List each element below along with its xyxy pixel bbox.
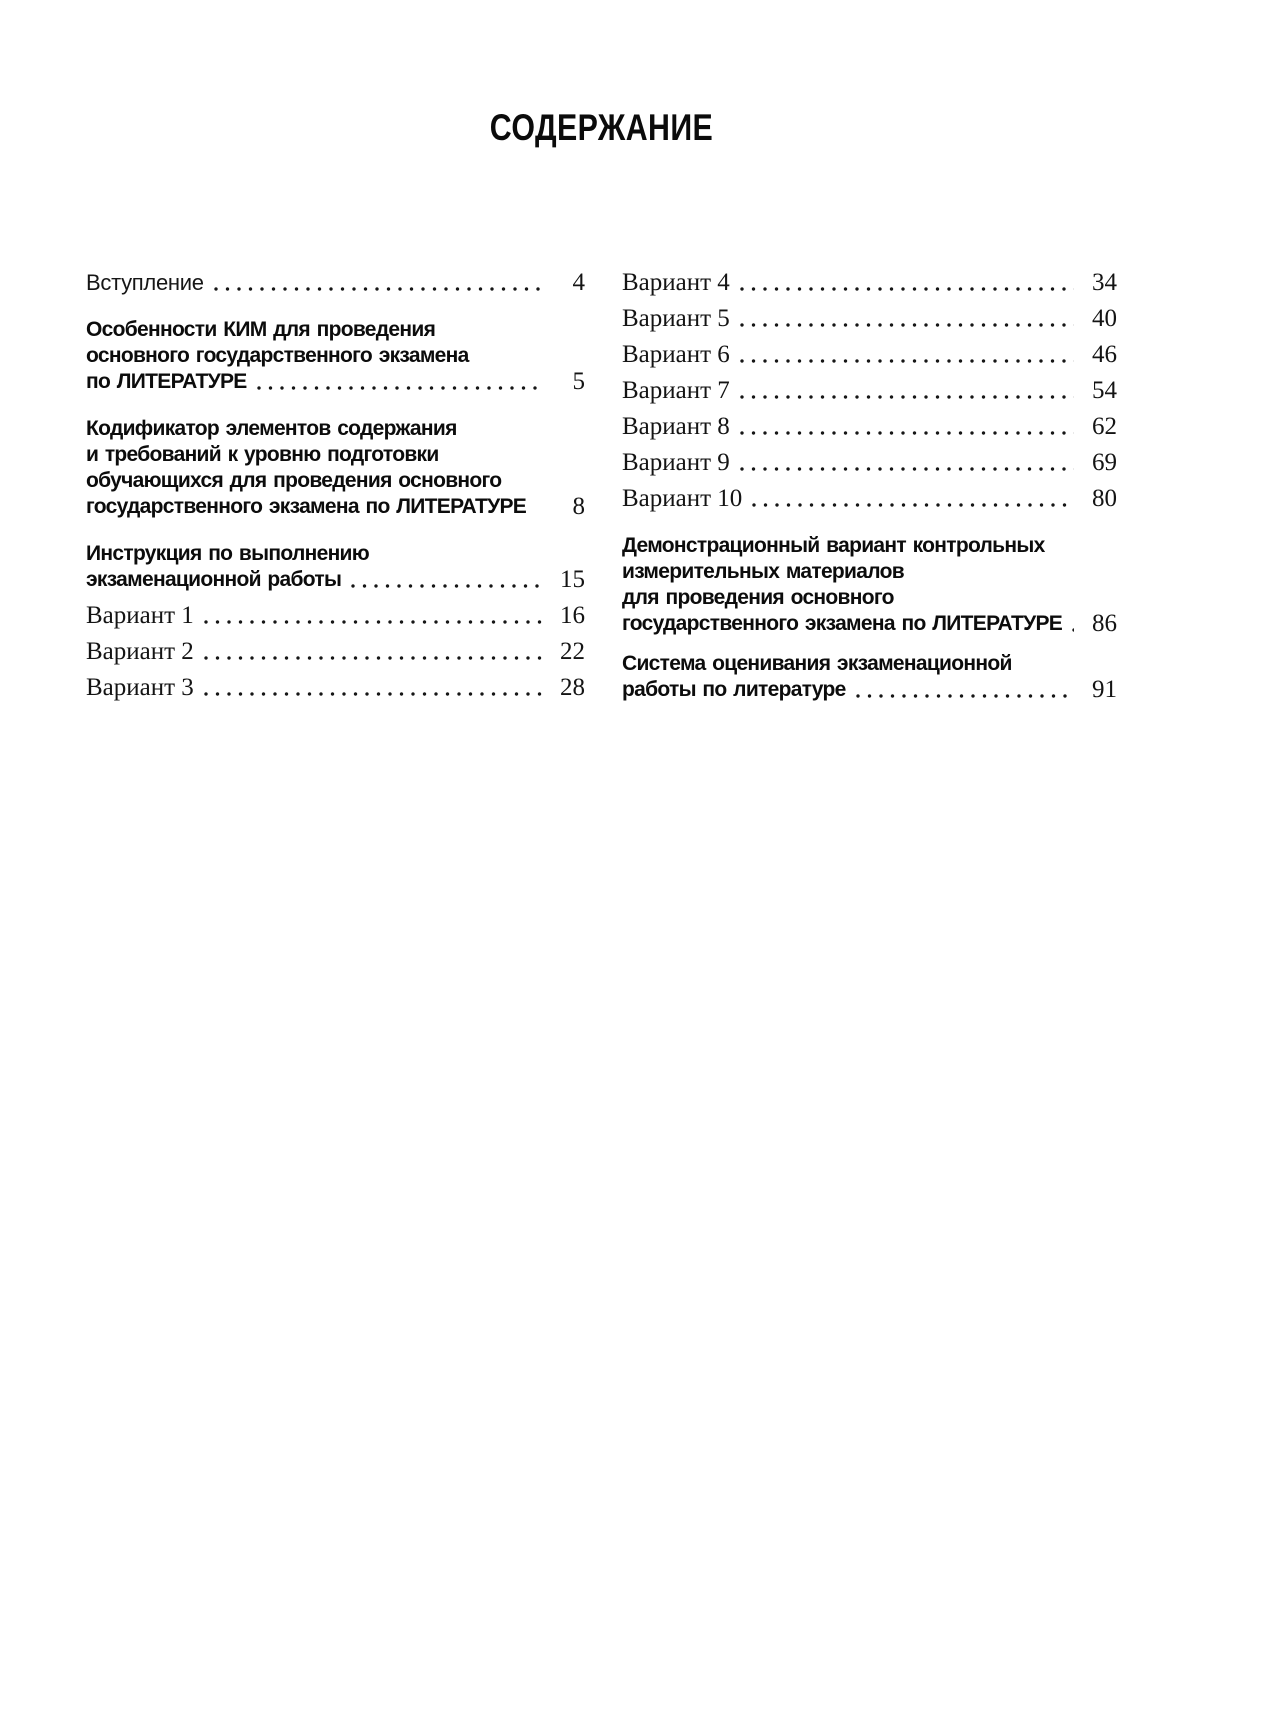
- toc-item-label: Демонстрационный вариант контрольных: [622, 534, 1045, 557]
- toc-item-label: основного государственного экзамена: [86, 344, 469, 367]
- toc-item-label: Вариант 4: [622, 269, 730, 296]
- toc-item-label: для проведения основного: [622, 586, 894, 609]
- dot-leader: [1072, 628, 1074, 632]
- page-number: 54: [1092, 377, 1117, 404]
- toc-entry: [622, 378, 1117, 404]
- toc-item-label: Вариант 9: [622, 449, 730, 476]
- toc-entry: [86, 270, 585, 296]
- dot-leader: [856, 694, 1074, 698]
- page-title: СОДЕРЖАНИЕ: [489, 107, 714, 148]
- toc-entry: [622, 342, 1117, 368]
- toc-item-label: Вариант 3: [86, 674, 194, 701]
- dot-leader: [740, 323, 1074, 327]
- dot-leader: [257, 386, 542, 390]
- dot-leader: [204, 656, 542, 660]
- toc-item-label: Вариант 5: [622, 305, 730, 332]
- page-number: 8: [572, 493, 585, 520]
- dot-leader: [752, 503, 1074, 507]
- dot-leader: [204, 620, 542, 624]
- toc-item-label: государственного экзамена по ЛИТЕРАТУРЕ: [86, 495, 527, 518]
- toc-entry: [622, 450, 1117, 476]
- toc-item-label: обучающихся для проведения основного: [86, 469, 502, 492]
- page-number: 40: [1092, 305, 1117, 332]
- dot-leader: [740, 287, 1074, 291]
- toc-right-column: [622, 270, 1117, 703]
- toc-entry: [86, 317, 585, 395]
- toc-entry: [622, 651, 1117, 703]
- toc-item-label: Кодификатор элементов содержания: [86, 417, 457, 440]
- page-number: 46: [1092, 341, 1117, 368]
- page-number: 69: [1092, 449, 1117, 476]
- toc-item-label: Инструкция по выполнению: [86, 542, 369, 565]
- toc-entry: [622, 533, 1117, 637]
- page-number: 4: [572, 269, 585, 296]
- page-number: 86: [1092, 610, 1117, 637]
- dot-leader: [740, 467, 1074, 471]
- toc-item-label: государственного экзамена по ЛИТЕРАТУРЕ: [622, 612, 1063, 635]
- toc-entry: [86, 541, 585, 593]
- page-number: 91: [1092, 676, 1117, 703]
- dot-leader: [536, 511, 542, 515]
- page-number: 62: [1092, 413, 1117, 440]
- page-number: 15: [560, 566, 585, 593]
- page-number: 5: [572, 368, 585, 395]
- toc-item-label: Вариант 1: [86, 602, 194, 629]
- dot-leader: [214, 287, 542, 291]
- toc-item-label: Система оценивания экзаменационной: [622, 652, 1012, 675]
- toc-entry: [86, 675, 585, 701]
- toc-item-label: Вариант 10: [622, 485, 743, 512]
- toc-columns: [86, 270, 1117, 703]
- toc-item-label: Вариант 7: [622, 377, 730, 404]
- dot-leader: [351, 584, 542, 588]
- dot-leader: [204, 692, 542, 696]
- toc-item-label: экзаменационной работы: [86, 568, 342, 591]
- toc-item-label: по ЛИТЕРАТУРЕ: [86, 370, 247, 393]
- toc-item-label: Вариант 6: [622, 341, 730, 368]
- page-number: 34: [1092, 269, 1117, 296]
- toc-item-label: Вариант 2: [86, 638, 194, 665]
- toc-entry: [86, 416, 585, 520]
- toc-item-label: и требований к уровню подготовки: [86, 443, 439, 466]
- toc-item-label: работы по литературе: [622, 678, 846, 701]
- toc-entry: [622, 486, 1117, 512]
- toc-entry: [86, 639, 585, 665]
- page-number: 16: [560, 602, 585, 629]
- dot-leader: [740, 431, 1074, 435]
- toc-entry: [622, 270, 1117, 296]
- dot-leader: [740, 359, 1074, 363]
- toc-left-column: [86, 270, 585, 701]
- toc-item-label: измерительных материалов: [622, 560, 904, 583]
- page-number: 22: [560, 638, 585, 665]
- toc-entry: [622, 414, 1117, 440]
- toc-item-label: Вариант 8: [622, 413, 730, 440]
- toc-entry: [86, 603, 585, 629]
- toc-entry: [622, 306, 1117, 332]
- page-number: 80: [1092, 485, 1117, 512]
- page-number: 28: [560, 674, 585, 701]
- dot-leader: [740, 395, 1074, 399]
- toc-item-label: Вступление: [86, 270, 204, 295]
- toc-item-label: Особенности КИМ для проведения: [86, 318, 436, 341]
